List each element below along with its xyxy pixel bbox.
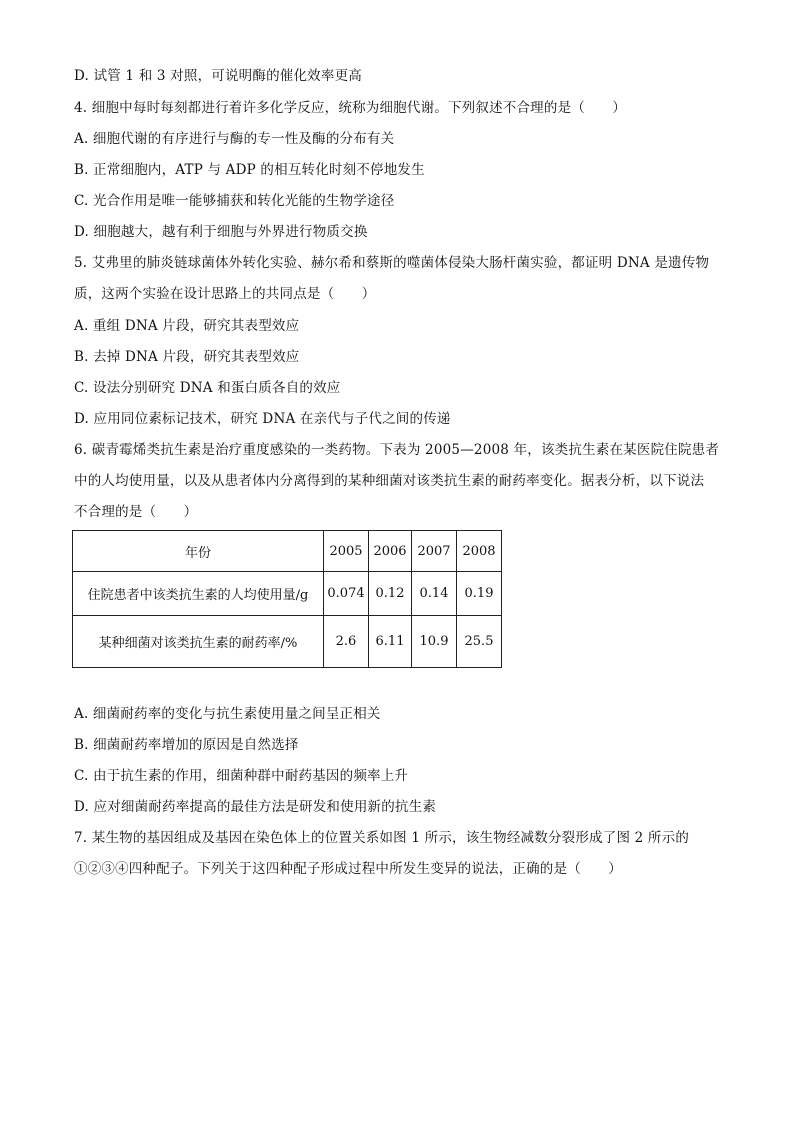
option-line: D. 细胞越大，越有利于细胞与外界进行物质交换 [74, 224, 368, 240]
table-row [73, 616, 502, 668]
option-line: B. 正常细胞内，ATP 与 ADP 的相互转化时刻不停地发生 [74, 162, 425, 178]
option-line: C. 设法分别研究 DNA 和蛋白质各自的效应 [74, 380, 341, 396]
option-line: B. 去掉 DNA 片段，研究其表型效应 [74, 349, 300, 365]
table-header-cell: 2005 [324, 531, 369, 572]
question-stem: 不合理的是（ ） [74, 504, 198, 520]
option-line: C. 由于抗生素的作用，细菌种群中耐药基因的频率上升 [74, 768, 409, 784]
option-line: B. 细菌耐药率增加的原因是自然选择 [74, 737, 299, 753]
table-cell: 0.074 [324, 572, 369, 616]
table-header-cell: 2006 [369, 531, 412, 572]
table-cell: 6.11 [369, 616, 412, 668]
table-header-cell: 2007 [412, 531, 457, 572]
table-header-cell: 年份 [73, 531, 324, 572]
table-header-cell: 2008 [457, 531, 502, 572]
option-line: D. 应对细菌耐药率提高的最佳方法是研发和使用新的抗生素 [74, 799, 437, 815]
table-header-row [73, 531, 502, 572]
table-cell: 0.14 [412, 572, 457, 616]
table-cell: 10.9 [412, 616, 457, 668]
question-stem: 质，这两个实验在设计思路上的共同点是（ ） [74, 286, 376, 302]
table-cell: 0.19 [457, 572, 502, 616]
option-line: C. 光合作用是唯一能够捕获和转化光能的生物学途径 [74, 193, 395, 209]
option-line: A. 细胞代谢的有序进行与酶的专一性及酶的分布有关 [74, 131, 395, 147]
option-line: D. 应用同位素标记技术，研究 DNA 在亲代与子代之间的传递 [74, 411, 451, 427]
option-line: A. 重组 DNA 片段，研究其表型效应 [74, 318, 300, 334]
table-cell: 25.5 [457, 616, 502, 668]
resistance-table [72, 530, 502, 668]
table-cell: 2.6 [324, 616, 369, 668]
question-stem: 7. 某生物的基因组成及基因在染色体上的位置关系如图 1 所示，该生物经减数分裂形成了图 2 所示的 [74, 830, 690, 846]
table-row [73, 572, 502, 616]
question-stem: 6. 碳青霉烯类抗生素是治疗重度感染的一类药物。下表为 2005—2008 年，该类抗生素在某医院住院患者 [74, 442, 720, 458]
table-cell: 某种细菌对该类抗生素的耐药率/% [73, 616, 324, 668]
question-stem: ①②③④四种配子。下列关于这四种配子形成过程中所发生变异的说法，正确的是（ ） [74, 861, 622, 877]
question-stem: 5. 艾弗里的肺炎链球菌体外转化实验、赫尔希和蔡斯的噬菌体侵染大肠杆菌实验，都证明 DNA 是遗传物 [74, 255, 710, 271]
question-stem: 中的人均使用量，以及从患者体内分离得到的某种细菌对该类抗生素的耐药率变化。据表分析，以下说法 [74, 473, 705, 489]
question-stem: 4. 细胞中每时每刻都进行着许多化学反应，统称为细胞代谢。下列叙述不合理的是（ ） [74, 100, 627, 116]
table-cell: 0.12 [369, 572, 412, 616]
option-line: D. 试管 1 和 3 对照，可说明酶的催化效率更高 [74, 68, 362, 84]
option-line: A. 细菌耐药率的变化与抗生素使用量之间呈正相关 [74, 706, 381, 722]
table-cell: 住院患者中该类抗生素的人均使用量/g [73, 572, 324, 616]
